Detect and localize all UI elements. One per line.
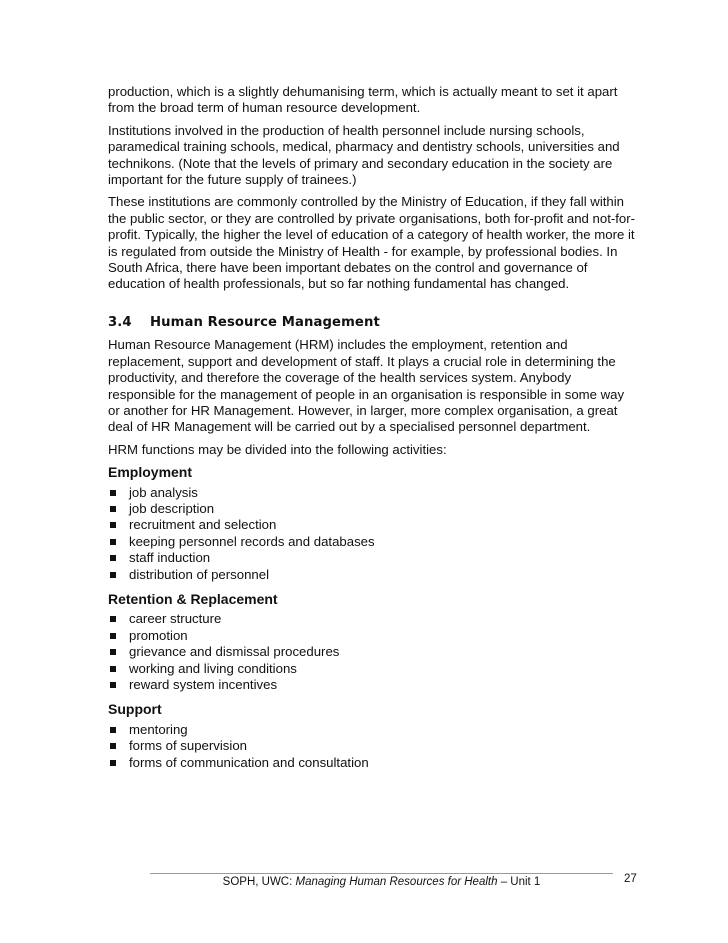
square-bullet-icon [110,616,116,622]
list-item [108,567,638,583]
square-bullet-icon [110,649,116,655]
square-bullet-icon [110,666,116,672]
group-heading: Retention & Replacement [108,590,278,607]
list-item-text: working and living conditions [129,660,297,676]
footer [150,876,613,888]
activity-groups [108,464,638,771]
list-item-text: promotion [129,627,188,643]
list-item-text: mentoring [129,721,188,737]
paragraph: Institutions involved in the production of health personnel include nursing schools, paramedical training schools, medical, pharmacy and dentistry schools, universities and technikons. (Note that the levels of primary and secondary education in the society are important for the future supply of trainees.) [108,122,620,188]
list-item-text: forms of supervision [129,738,247,754]
list-item-text: recruitment and selection [129,517,277,533]
list-item [108,611,638,627]
square-bullet-icon [110,522,116,528]
square-bullet-icon [110,490,116,496]
square-bullet-icon [110,760,116,766]
list-item-text: job description [129,500,215,516]
list-item [108,677,638,693]
bullet-list [108,722,638,771]
paragraph: production, which is a slightly dehumanising term, which is actually meant to set it apart from the broad term of human resource development. [108,84,618,116]
footer-prefix: SOPH, UWC: [222,876,296,888]
square-bullet-icon [110,727,116,733]
bullet-list [108,611,638,693]
list-item [108,722,638,738]
square-bullet-icon [110,682,116,688]
list-item-text: grievance and dismissal procedures [129,644,340,660]
list-item-text: staff induction [129,550,211,566]
square-bullet-icon [110,506,116,512]
activity-group [108,591,638,693]
list-item [108,485,638,501]
activity-group [108,464,638,583]
list-item-text: career structure [129,611,222,627]
list-item [108,644,638,660]
group-heading: Support [108,701,162,718]
list-item [108,628,638,644]
section-title: Human Resource Management [150,314,380,330]
list-item-text: distribution of personnel [129,566,270,582]
footer-rule [150,873,613,874]
group-heading: Employment [108,464,193,481]
list-item-text: forms of communication and consultation [129,754,369,770]
section-number: 3.4 [108,314,132,330]
square-bullet-icon [110,572,116,578]
page-number: 27 [624,873,637,885]
list-item-text: keeping personnel records and databases [129,533,375,549]
list-item [108,550,638,566]
list-item [108,661,638,677]
paragraph: These institutions are commonly controlled by the Ministry of Education, if they fall within the public sector, or they are controlled by private organisations, both for-profit and not-for-profit. Typically, the higher the level of education of a category of health worker, the more it is regulated from outside the Ministry of Health - for example, by professional bodies. In South Africa, there have been important debates on the control and governance of education of health professionals, but so far nothing fundamental has changed. [108,194,636,292]
list-item [108,534,638,550]
list-item [108,755,638,771]
activity-group [108,701,638,771]
footer-title: Managing Human Resources for Health [295,876,498,888]
list-item-text: job analysis [129,484,198,500]
list-item [108,738,638,754]
bullet-list [108,485,638,583]
square-bullet-icon [110,555,116,561]
square-bullet-icon [110,539,116,545]
section-heading [108,315,638,331]
list-item [108,517,638,533]
footer-suffix: – Unit 1 [497,876,541,888]
square-bullet-icon [110,633,116,639]
list-item-text: reward system incentives [129,677,278,692]
paragraph: HRM functions may be divided into the following activities: [108,441,447,457]
square-bullet-icon [110,743,116,749]
page-content [108,84,638,779]
paragraph: Human Resource Management (HRM) includes the employment, retention and replacement, support and development of staff. It plays a crucial role in determining the productivity, and therefore the coverage of the health services system. Anybody responsible for the management of people in an organisation is responsible in some way or another for HR Management. However, in larger, more complex organisation, a great deal of HR Management will be carried out by a specialised personnel department. [108,337,625,435]
list-item [108,501,638,517]
